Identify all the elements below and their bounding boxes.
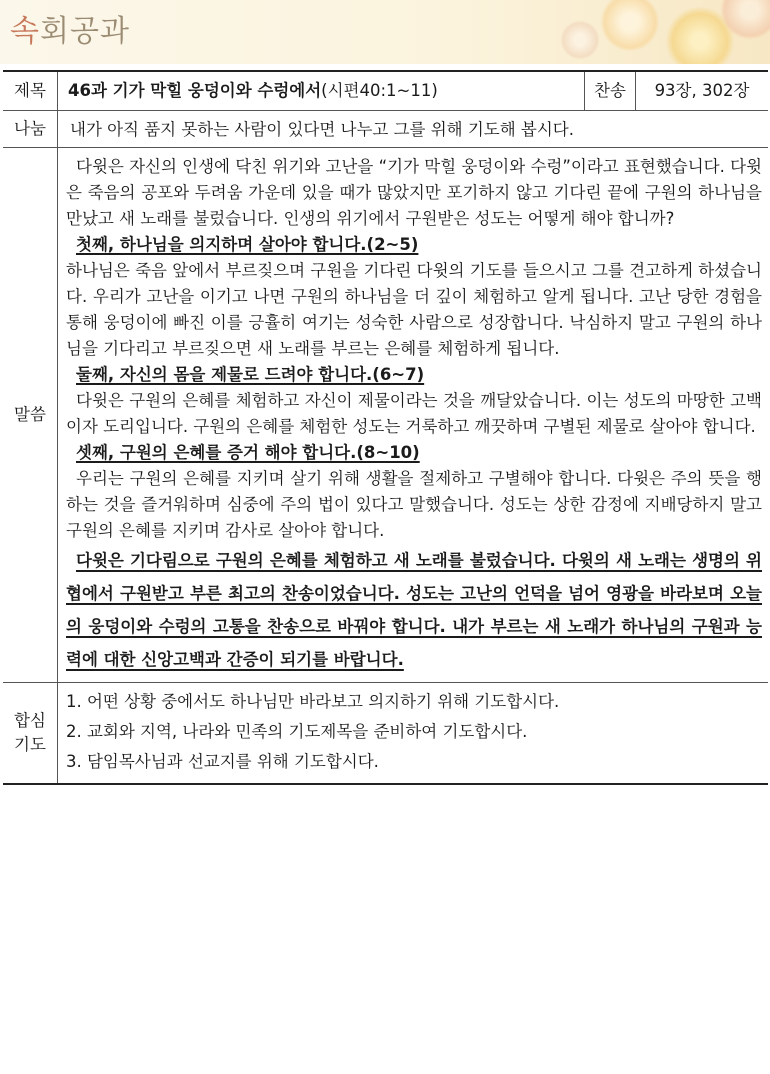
prayer-item: 3. 담임목사님과 선교지를 위해 기도합시다. [66, 752, 379, 771]
point-heading: 셋째, 구원의 은혜를 증거 해야 합니다.(8~10) [76, 443, 420, 462]
sermon-body [58, 148, 769, 683]
lesson-title: 46과 기가 막힐 웅덩이와 수렁에서(시편40:1~11) [58, 71, 585, 111]
point-text: 하나님은 죽음 앞에서 부르짖으며 구원을 기다린 다윗의 기도를 들으시고 그를 견고하게 하셨습니다. 우리가 고난을 이기고 나면 구원의 하나님을 더 깊이 체험하고 알게 됩니다. 고난 당한 경험을 통해 웅덩이에 빠진 이를 긍휼히 여기는 성숙한 사람으로 성장합니다. 낙심하지 말고 구원의 하나님을 기다리고 부르짖으면 새 노래를 부르는 은혜를 체험하게 됩니다. [66, 261, 762, 358]
hymn-numbers: 93장, 302장 [636, 71, 769, 111]
point-heading: 첫째, 하나님을 의지하며 살아야 합니다.(2~5) [76, 235, 419, 254]
page-header [0, 0, 770, 64]
prayer-list [58, 683, 769, 785]
word-label: 말씀 [3, 148, 58, 683]
word-row [3, 148, 768, 683]
title-label: 제목 [3, 71, 58, 111]
prayer-row [3, 683, 768, 785]
header-title: 속회공과 [10, 14, 130, 49]
scripture-reference: (시편40:1~11) [321, 81, 438, 100]
point-text: 우리는 구원의 은혜를 지키며 살기 위해 생활을 절제하고 구별해야 합니다. 다윗은 주의 뜻을 행하는 것을 즐거워하며 심중에 주의 법이 있다고 말했습니다. 성도는 상한 감정에 지배당하지 말고 구원의 은혜를 지키며 감사로 살아야 합니다. [66, 469, 762, 540]
point-text: 다윗은 구원의 은혜를 체험하고 자신이 제물이라는 것을 깨달았습니다. 이는 성도의 마땅한 고백이자 도리입니다. 구원의 은혜를 체험한 성도는 거룩하고 깨끗하며 구별된 제물로 살아야 합니다. [66, 391, 762, 436]
prayer-item: 2. 교회와 지역, 나라와 민족의 기도제목을 준비하여 기도합시다. [66, 722, 528, 741]
share-label: 나눔 [3, 111, 58, 148]
share-text: 내가 아직 품지 못하는 사람이 있다면 나누고 그를 위해 기도해 봅시다. [58, 111, 769, 148]
flower-decoration-icon [560, 20, 600, 60]
hymn-label: 찬송 [585, 71, 636, 111]
point-heading: 둘째, 자신의 몸을 제물로 드려야 합니다.(6~7) [76, 365, 425, 384]
prayer-item: 1. 어떤 상황 중에서도 하나님만 바라보고 의지하기 위해 기도합시다. [66, 692, 560, 711]
sermon-intro: 다윗은 자신의 인생에 닥친 위기와 고난을 “기가 막힐 웅덩이와 수렁”이라고 표현했습니다. 다윗은 죽음의 공포와 두려움 가운데 있을 때가 많았지만 포기하지 않고 기다린 끝에 구원의 하나님을 만났고 새 노래를 불렀습니다. 인생의 위기에서 구원받은 성도는 어떻게 해야 합니까? [66, 157, 762, 228]
lesson-table [3, 70, 768, 785]
prayer-label: 합심 기도 [3, 683, 58, 785]
share-row [3, 111, 768, 148]
title-row [3, 71, 768, 111]
flower-decoration-icon [600, 0, 660, 52]
sermon-conclusion: 다윗은 기다림으로 구원의 은혜를 체험하고 새 노래를 불렀습니다. 다윗의 새 노래는 생명의 위협에서 구원받고 부른 최고의 찬송이었습니다. 성도는 고난의 언덕을 넘어 영광을 바라보며 오늘의 웅덩이와 수렁의 고통을 찬송으로 바꿔야 합니다. 내가 부르는 새 노래가 하나님의 구원과 능력에 대한 신앙고백과 간증이 되기를 바랍니다. [66, 551, 762, 669]
